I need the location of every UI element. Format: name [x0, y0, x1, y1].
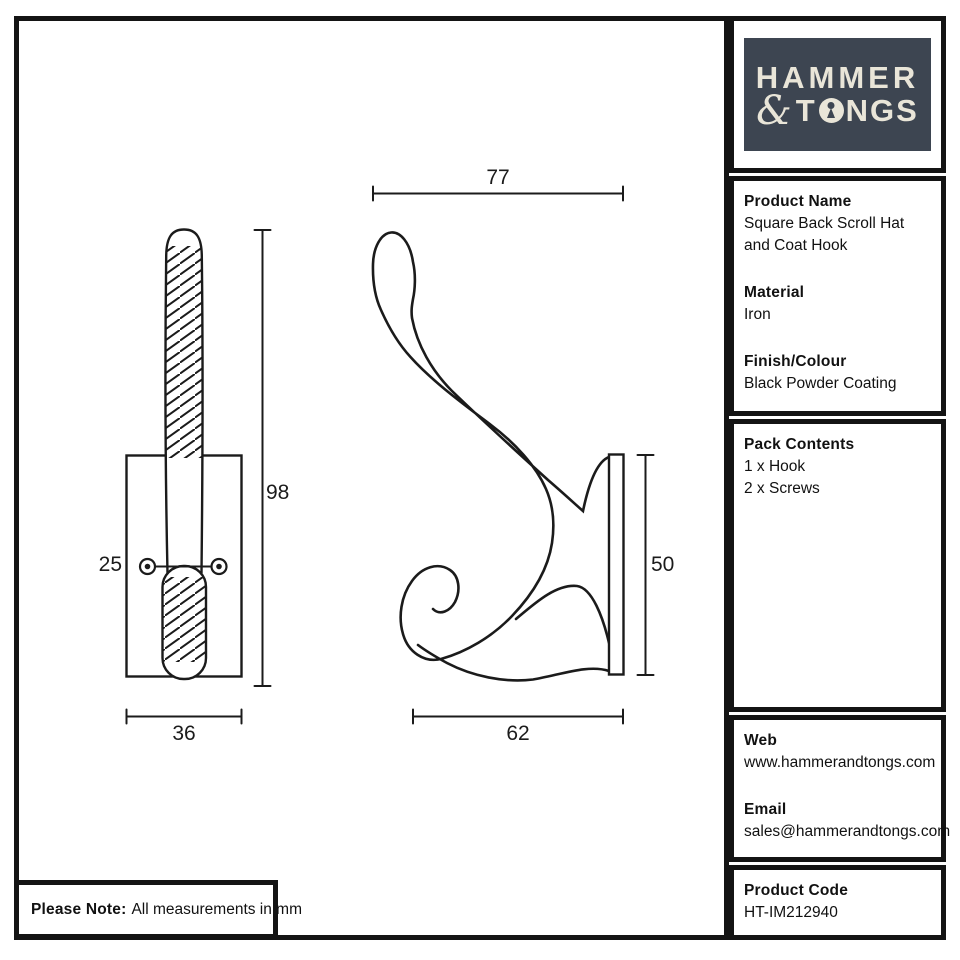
side-hook-outline: [373, 232, 609, 659]
dim-label-77: 77: [486, 166, 510, 189]
material-label: Material: [744, 284, 805, 301]
measurement-note: [14, 880, 302, 939]
side-back-plate: [609, 455, 624, 675]
logo-word-tongs: [756, 87, 919, 134]
hammer-and-tongs-logo: [744, 38, 931, 151]
product-name-label: Product Name: [744, 193, 852, 210]
material-value: Iron: [744, 306, 771, 323]
product-code-box: [729, 865, 946, 940]
product-name-group: [744, 191, 931, 257]
dim-label-50: 50: [651, 553, 675, 576]
dim-line-98: [255, 230, 271, 686]
pack-contents-group: [744, 434, 931, 500]
keyhole-o-icon: [819, 98, 844, 123]
email-group: [744, 799, 951, 843]
email-value: sales@hammerandtongs.com: [744, 823, 951, 840]
logo-word-hammer: HAMMER: [755, 59, 920, 95]
side-hook-bottom-edge: [418, 645, 609, 680]
note-label: Please Note:: [31, 900, 127, 918]
dim-label-25: 25: [98, 553, 122, 576]
paddle-hatching: [161, 577, 207, 662]
dim-label-62: 62: [506, 722, 530, 745]
email-label: Email: [744, 801, 787, 818]
web-group: [744, 730, 936, 774]
product-code-group: [744, 880, 931, 924]
contact-box: [729, 715, 951, 862]
dim-label-36: 36: [172, 722, 196, 745]
product-code-label: Product Code: [744, 882, 849, 899]
logo-tongs-ngs: NGS: [845, 92, 919, 128]
note-text: All measurements in mm: [131, 900, 302, 918]
material-group: [744, 282, 931, 326]
product-name-value: Square Back Scroll Hat and Coat Hook: [744, 215, 905, 254]
brand-logo-box: [729, 16, 946, 173]
pack-item: 1 x Hook: [744, 458, 806, 475]
finish-value: Black Powder Coating: [744, 375, 897, 392]
product-info-box: [729, 176, 946, 416]
screw-hole-left-center: [145, 564, 151, 570]
logo-tongs-t: T: [795, 92, 817, 128]
pack-item: 2 x Screws: [744, 480, 820, 497]
finish-group: [744, 351, 931, 395]
web-value: www.hammerandtongs.com: [744, 754, 936, 771]
logo-ampersand: &: [756, 87, 794, 134]
product-code-value: HT-IM212940: [744, 904, 838, 921]
shaft-hatching: [160, 246, 208, 458]
web-label: Web: [744, 732, 778, 749]
dim-label-98: 98: [266, 481, 290, 504]
screw-hole-right-center: [216, 564, 222, 570]
pack-contents-box: [729, 419, 946, 712]
finish-label: Finish/Colour: [744, 353, 847, 370]
pack-contents-label: Pack Contents: [744, 436, 855, 453]
